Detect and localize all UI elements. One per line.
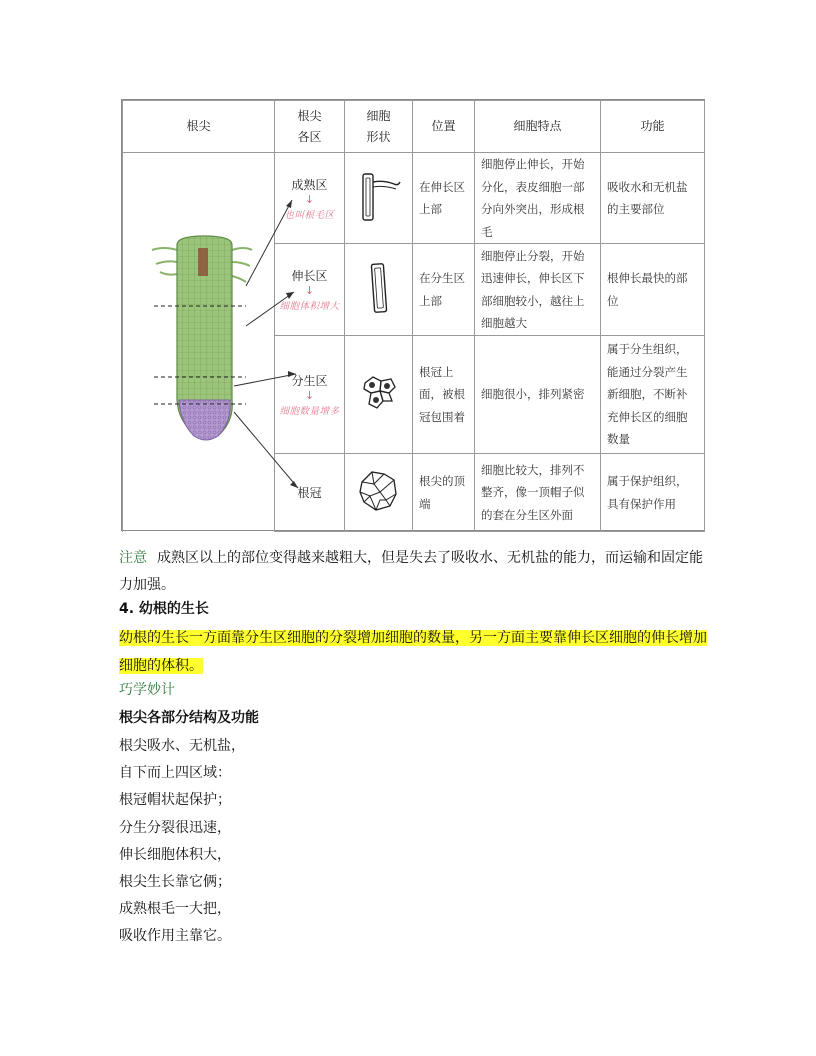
rhyme-line: 根尖生长靠它俩； — [119, 874, 231, 891]
header-cell-shape: 细胞 形状 — [345, 101, 413, 153]
zone-arrow-icon: ↓ — [304, 284, 315, 297]
function-maturation: 吸收水和无机盐的主要部位 — [601, 153, 705, 244]
zone-name: 分生区 — [291, 374, 328, 388]
arrowheads — [286, 200, 298, 488]
features-maturation: 细胞停止伸长，开始分化，表皮细胞一部分向外突出，形成根毛 — [475, 153, 601, 244]
rhyme-line: 伸长细胞体积大， — [119, 846, 231, 863]
rhyme-block — [119, 733, 709, 951]
position-root-cap: 根尖的顶端 — [413, 454, 475, 532]
zone-pointer-arrows — [234, 200, 298, 488]
header-function: 功能 — [601, 101, 705, 153]
features-elongation: 细胞停止分裂，开始迅速伸长，伸长区下部细胞较小，越往上细胞越大 — [475, 244, 601, 336]
features-meristem: 细胞很小，排列紧密 — [475, 336, 601, 454]
highlight-paragraph — [119, 624, 709, 680]
header-root-tip: 根尖 — [123, 101, 275, 153]
rhyme-line: 成熟根毛一大把， — [119, 901, 231, 918]
zone-name: 成熟区 — [291, 177, 328, 192]
rhyme-line: 根尖吸水、无机盐， — [119, 738, 245, 754]
zone-arrow-icon: ↓ — [304, 389, 315, 402]
zone-name: 根冠 — [297, 486, 322, 500]
vascular-strand — [198, 248, 208, 276]
highlighted-text: 幼根的生长一方面靠分生区细胞的分裂增加细胞的数量，另一方面主要靠伸长区细胞的伸长增加细胞的体积。 — [119, 630, 707, 674]
zone-name: 伸长区 — [291, 269, 328, 283]
function-root-cap: 属于保护组织，具有保护作用 — [601, 454, 705, 532]
zone-note: 也叫根毛区 — [284, 209, 335, 221]
position-elongation: 在分生区上部 — [413, 244, 475, 336]
rhyme-line: 根冠帽状起保护； — [119, 792, 231, 809]
function-meristem: 属于分生组织，能通过分裂产生新细胞，不断补充伸长区的细胞数量 — [601, 336, 705, 454]
zone-note: 细胞体积增大 — [279, 301, 340, 312]
tip-label: 巧学妙计 — [119, 682, 175, 698]
note-text: 成熟区以上的部位变得越来越粗大，但是失去了吸收水、无机盐的能力，而运输和固定能力加强。 — [119, 550, 703, 593]
header-zones: 根尖 各区 — [275, 101, 345, 153]
rhyme-line: 吸收作用主靠它。 — [119, 928, 231, 945]
tip-title: 根尖各部分结构及功能 — [119, 710, 259, 726]
root-cap-shape — [179, 400, 230, 440]
function-elongation: 根伸长最快的部位 — [601, 244, 705, 336]
header-position: 位置 — [413, 101, 475, 153]
rhyme-line: 自下而上四区域： — [119, 765, 231, 782]
rhyme-line: 分生分裂很迅速， — [119, 819, 231, 836]
features-root-cap: 细胞比较大，排列不整齐，像一顶帽子似的套在分生区外面 — [475, 454, 601, 532]
note-label: 注意 — [119, 550, 147, 566]
zone-note: 细胞数量增多 — [279, 406, 340, 417]
zone-arrow-icon: ↓ — [304, 192, 315, 206]
position-meristem: 根冠上面，被根冠包围着 — [413, 336, 475, 454]
root-tip-table — [121, 99, 705, 531]
section-heading: 4. 幼根的生长 — [119, 601, 209, 617]
note-paragraph — [119, 545, 709, 599]
root-tip-illustration — [122, 100, 704, 530]
header-cell-features: 细胞特点 — [475, 101, 601, 153]
position-maturation: 在伸长区上部 — [413, 153, 475, 244]
